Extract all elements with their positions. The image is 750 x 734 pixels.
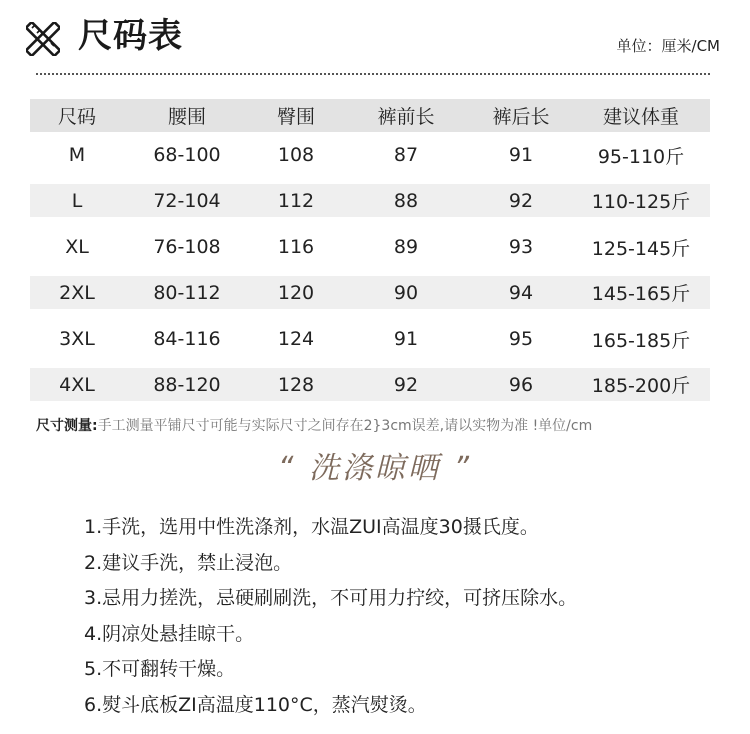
weight-cell: 125-145斤 — [591, 237, 691, 260]
front-length-cell: 92 — [393, 373, 419, 396]
hip-cell: 124 — [277, 328, 315, 350]
waist-cell: 84-116 — [153, 328, 221, 350]
table-row — [30, 132, 710, 178]
weight-cell: 110-125斤 — [591, 191, 691, 213]
back-length-cell: 91 — [508, 144, 534, 166]
size-cell: L — [71, 189, 83, 212]
measurement-note-text: 手工测量平铺尺寸可能与实际尺寸之间存在2}3cm误差,请以实物为准 !单位/cm — [97, 418, 593, 434]
table-header-row — [30, 99, 710, 132]
ruler-scissors-icon — [26, 22, 60, 56]
hip-cell: 116 — [277, 236, 315, 258]
table-row — [30, 184, 710, 217]
size-cell: 4XL — [59, 373, 95, 396]
front-length-cell: 90 — [393, 281, 419, 304]
wash-section-title: “ 洗涤晾晒 ” — [277, 451, 473, 486]
weight-cell: 165-185斤 — [591, 329, 691, 352]
waist-cell: 68-100 — [153, 144, 221, 166]
table-row — [30, 224, 710, 270]
front-length-cell: 89 — [393, 236, 419, 258]
front-length-cell: 88 — [393, 189, 419, 212]
page-title: 尺码表 — [78, 16, 183, 56]
size-cell: M — [68, 144, 86, 166]
wash-instruction-item: 2.建议手洗，禁止浸泡。 — [84, 551, 293, 574]
front-length-cell: 87 — [393, 144, 419, 166]
wash-instruction-item: 6.熨斗底板ZI高温度110°C，蒸汽熨烫。 — [84, 693, 427, 716]
weight-cell: 95-110斤 — [597, 145, 685, 168]
weight-cell: 185-200斤 — [591, 375, 691, 397]
front-length-cell: 91 — [393, 328, 419, 350]
hip-cell: 108 — [277, 144, 315, 166]
wash-instruction-item: 5.不可翻转干燥。 — [84, 658, 236, 680]
header-back-length: 裤后长 — [492, 106, 550, 128]
header-size: 尺码 — [57, 106, 96, 128]
waist-cell: 72-104 — [153, 189, 221, 212]
size-cell: 2XL — [59, 281, 95, 304]
size-cell: XL — [65, 236, 89, 258]
back-length-cell: 93 — [508, 236, 534, 258]
dotted-divider — [36, 73, 710, 75]
size-table — [30, 99, 710, 408]
header-hip: 臀围 — [276, 106, 315, 128]
hip-cell: 112 — [277, 189, 315, 212]
wash-instruction-item: 1.手洗，选用中性洗涤剂，水温ZUI高温度30摄氏度。 — [84, 516, 539, 538]
wash-instruction-item: 3.忌用力搓洗，忌硬刷刷洗，不可用力拧绞，可挤压除水。 — [84, 587, 578, 609]
table-row — [30, 368, 710, 401]
waist-cell: 76-108 — [153, 236, 221, 258]
size-cell: 3XL — [59, 328, 95, 350]
header — [0, 0, 750, 80]
back-length-cell: 96 — [508, 373, 534, 396]
hip-cell: 120 — [277, 281, 315, 304]
unit-label: 单位：厘米/CM — [616, 37, 720, 55]
table-row — [30, 316, 710, 362]
back-length-cell: 95 — [508, 328, 534, 350]
waist-cell: 88-120 — [153, 373, 221, 396]
weight-cell: 145-165斤 — [591, 283, 691, 305]
back-length-cell: 94 — [508, 281, 534, 304]
header-weight: 建议体重 — [602, 106, 679, 128]
back-length-cell: 92 — [508, 189, 534, 212]
measurement-note-label: 尺寸测量: — [36, 418, 98, 434]
hip-cell: 128 — [277, 373, 315, 396]
measurement-note — [36, 416, 592, 436]
header-waist: 腰围 — [167, 106, 206, 128]
wash-instruction-item: 4.阴凉处悬挂晾干。 — [84, 622, 255, 645]
table-row — [30, 276, 710, 309]
header-front-length: 裤前长 — [377, 106, 435, 128]
wash-instructions — [84, 510, 577, 723]
waist-cell: 80-112 — [153, 281, 221, 304]
